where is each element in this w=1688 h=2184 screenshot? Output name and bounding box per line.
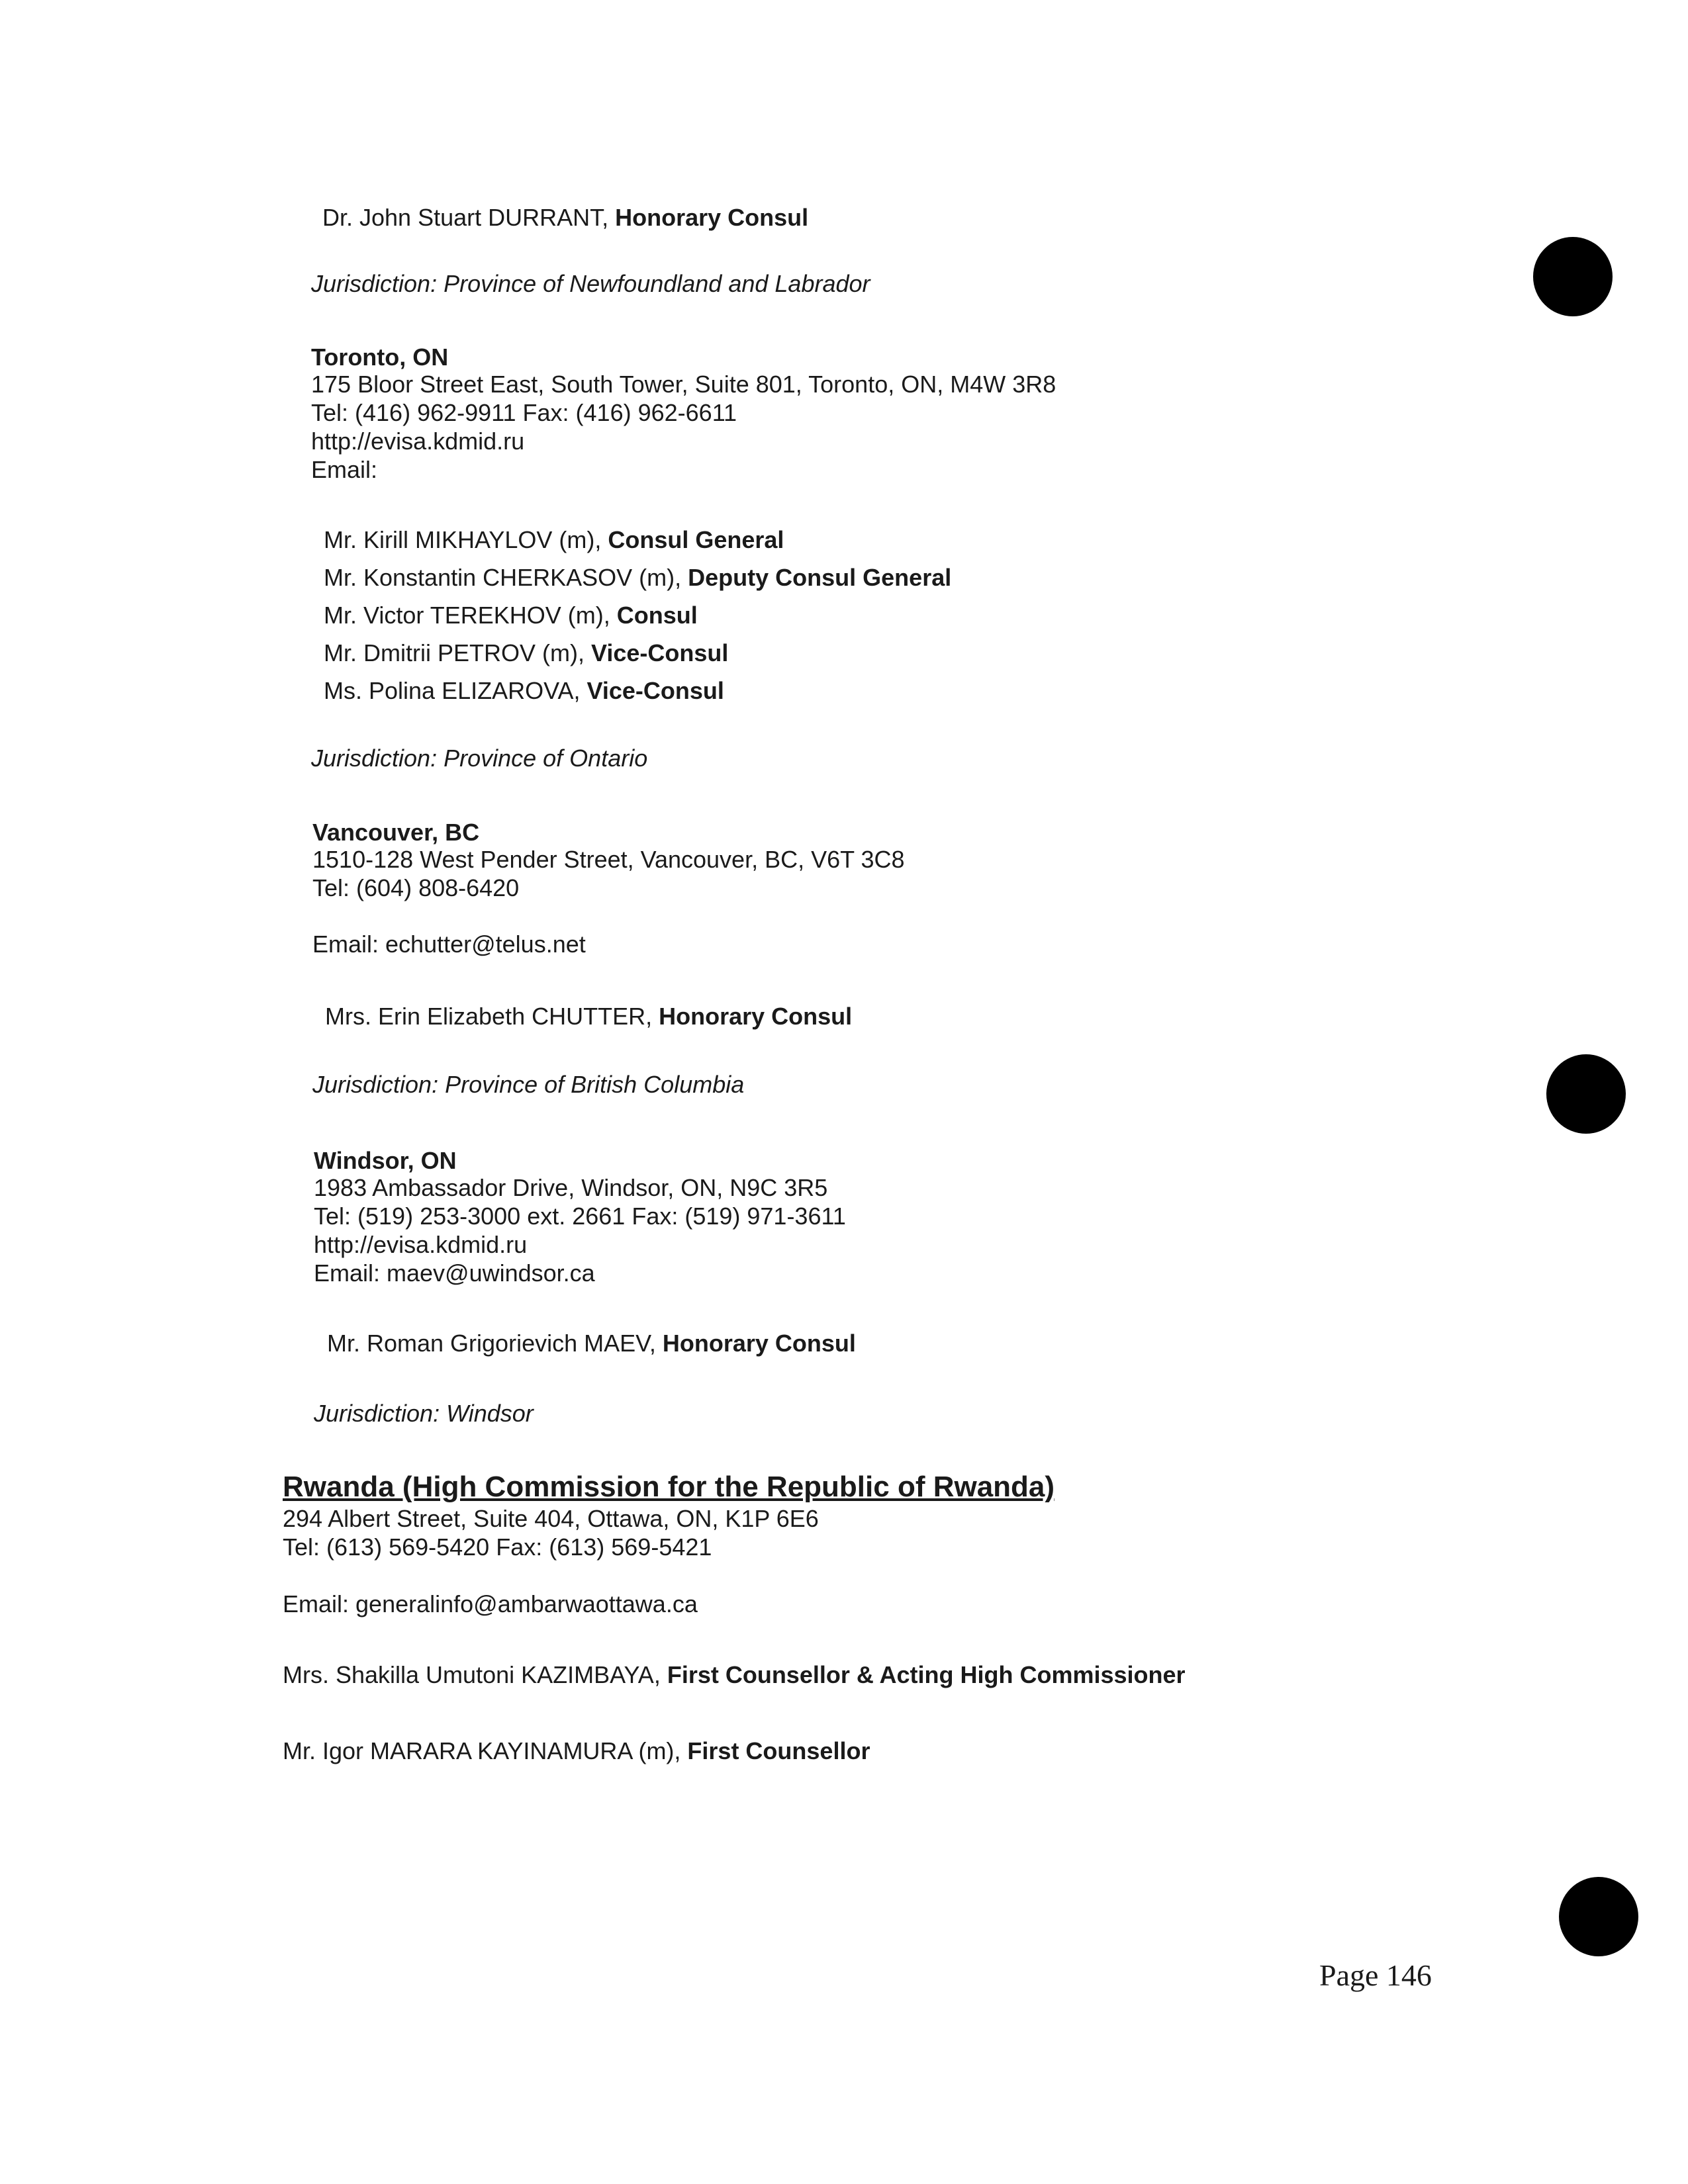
- staff-title: Vice-Consul: [590, 639, 729, 666]
- staff-title: Honorary Consul: [659, 1003, 853, 1030]
- street-address: 175 Bloor Street East, South Tower, Suite 801, Toronto, ON, M4W 3R8: [311, 371, 1056, 398]
- staff-entry-durrant: [322, 203, 808, 232]
- email-line: Email: maev@uwindsor.ca: [314, 1259, 595, 1287]
- city-heading-vancouver: Vancouver, BC: [312, 819, 480, 846]
- phone-fax: Tel: (519) 253-3000 ext. 2661 Fax: (519) 971-3611: [314, 1203, 846, 1230]
- staff-entry: [283, 1737, 870, 1766]
- jurisdiction-ontario: Jurisdiction: Province of Ontario: [311, 745, 648, 772]
- binder-hole-top: [1533, 237, 1613, 316]
- staff-entry: [324, 563, 951, 592]
- staff-entry: [324, 525, 784, 555]
- staff-name: Mr. Victor TEREKHOV (m),: [324, 602, 617, 629]
- staff-name: Mr. Dmitrii PETROV (m),: [324, 639, 591, 666]
- staff-entry: [325, 1002, 852, 1031]
- staff-name: Ms. Polina ELIZAROVA,: [324, 677, 587, 704]
- staff-entry: [327, 1329, 856, 1358]
- address-block-windsor: [314, 1173, 846, 1287]
- city-heading-toronto: Toronto, ON: [311, 343, 449, 371]
- address-block-rwanda: [283, 1504, 819, 1561]
- website-link: http://evisa.kdmid.ru: [314, 1231, 528, 1258]
- staff-name: Mrs. Shakilla Umutoni KAZIMBAYA,: [283, 1661, 667, 1688]
- staff-name: Dr. John Stuart DURRANT,: [322, 204, 616, 231]
- staff-title: Honorary Consul: [615, 204, 809, 231]
- address-block-vancouver: [312, 845, 905, 902]
- staff-title: Consul General: [608, 526, 784, 553]
- phone: Tel: (604) 808-6420: [312, 874, 520, 901]
- staff-entry: [324, 601, 698, 630]
- staff-entry: [324, 639, 728, 668]
- binder-hole-bottom: [1559, 1877, 1638, 1956]
- staff-name: Mrs. Erin Elizabeth CHUTTER,: [325, 1003, 659, 1030]
- staff-name: Mr. Roman Grigorievich MAEV,: [327, 1330, 663, 1357]
- phone-fax: Tel: (613) 569-5420 Fax: (613) 569-5421: [283, 1533, 712, 1561]
- jurisdiction-windsor: Jurisdiction: Windsor: [314, 1400, 534, 1427]
- street-address: 1510-128 West Pender Street, Vancouver, BC, V6T 3C8: [312, 846, 905, 873]
- staff-title: First Counsellor & Acting High Commissioner: [667, 1661, 1186, 1688]
- staff-entry: [324, 676, 724, 705]
- address-block-toronto: [311, 370, 1056, 484]
- street-address: 1983 Ambassador Drive, Windsor, ON, N9C 3R5: [314, 1174, 828, 1201]
- page-number: Page 146: [1319, 1958, 1432, 1992]
- phone-fax: Tel: (416) 962-9911 Fax: (416) 962-6611: [311, 399, 737, 426]
- country-heading-rwanda: Rwanda (High Commission for the Republic of Rwanda): [283, 1471, 1055, 1503]
- street-address: 294 Albert Street, Suite 404, Ottawa, ON, K1P 6E6: [283, 1505, 819, 1532]
- staff-title: Consul: [616, 602, 698, 629]
- binder-hole-middle: [1546, 1054, 1626, 1134]
- jurisdiction-newfoundland: Jurisdiction: Province of Newfoundland and Labrador: [311, 270, 870, 297]
- staff-name: Mr. Igor MARARA KAYINAMURA (m),: [283, 1737, 688, 1764]
- staff-title: First Counsellor: [687, 1737, 870, 1764]
- staff-name: Mr. Kirill MIKHAYLOV (m),: [324, 526, 608, 553]
- jurisdiction-british-columbia: Jurisdiction: Province of British Columbia: [312, 1071, 745, 1098]
- city-heading-windsor: Windsor, ON: [314, 1147, 457, 1174]
- staff-name: Mr. Konstantin CHERKASOV (m),: [324, 564, 688, 591]
- staff-entry: [283, 1661, 1186, 1690]
- website-link: http://evisa.kdmid.ru: [311, 428, 525, 455]
- email-line: Email: generalinfo@ambarwaottawa.ca: [283, 1590, 698, 1617]
- staff-title: Vice-Consul: [586, 677, 724, 704]
- staff-title: Honorary Consul: [662, 1330, 856, 1357]
- email-line: Email: echutter@telus.net: [312, 931, 586, 958]
- staff-title: Deputy Consul General: [688, 564, 952, 591]
- email-line: Email:: [311, 456, 378, 483]
